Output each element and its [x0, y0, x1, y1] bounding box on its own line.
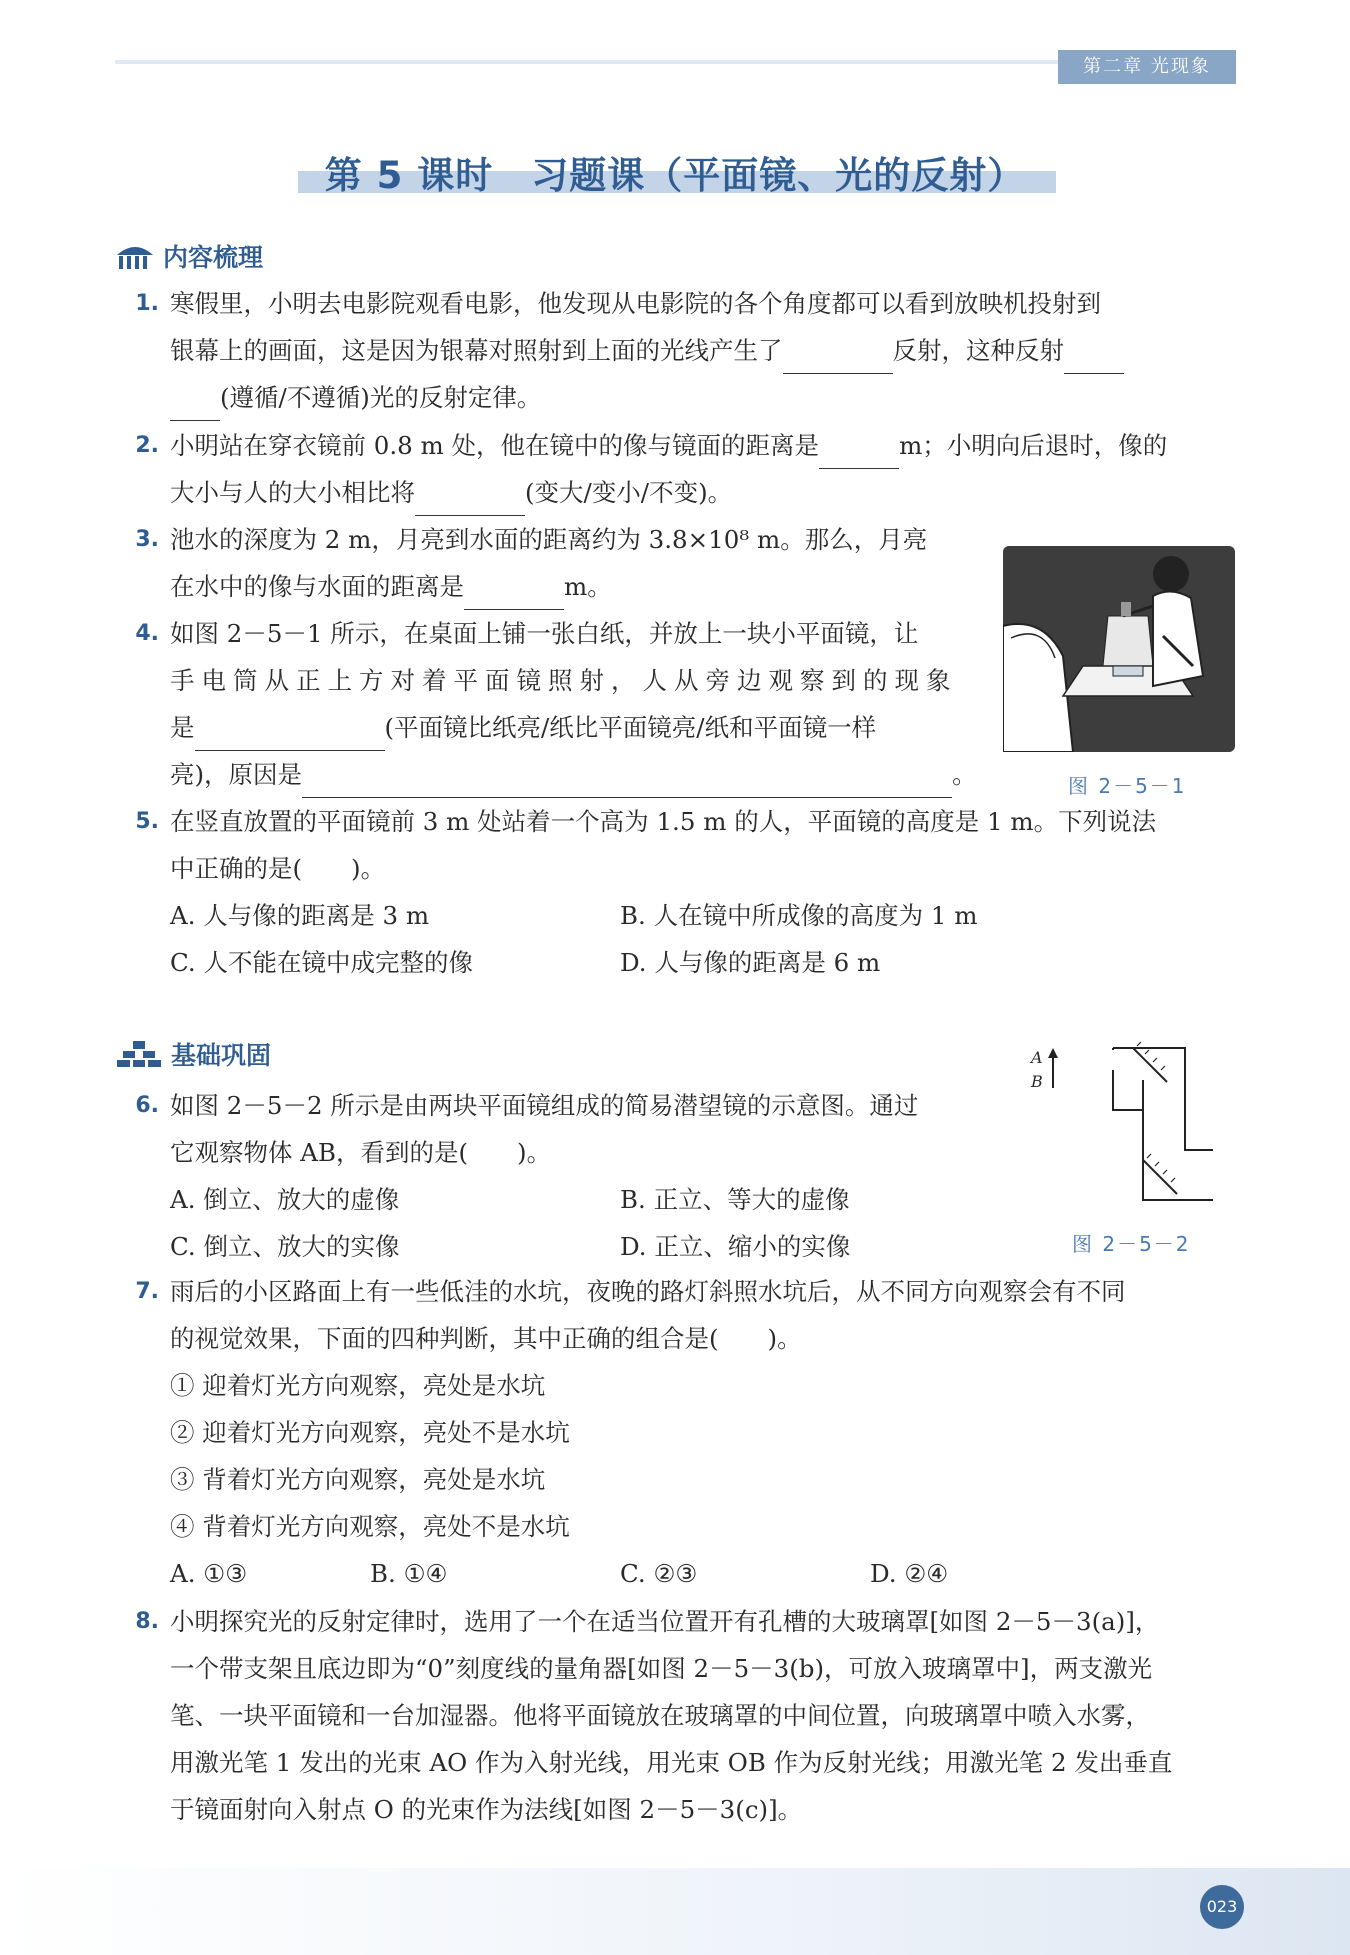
question-text: 小明站在穿衣镜前 0.8 m 处，他在镜中的像与镜面的距离是 [170, 431, 820, 460]
question-3 [135, 516, 995, 610]
figure-caption: 图 2－5－1 [1068, 774, 1187, 798]
question-line: 小明探究光的反射定律时，选用了一个在适当位置开有孔槽的大玻璃罩[如图 2－5－3(a)]， [170, 1607, 1160, 1636]
question-text: 亮)，原因是 [170, 760, 303, 789]
judgment-item: ④ 背着灯光方向观察，亮处不是水坑 [170, 1512, 570, 1541]
question-line [170, 751, 995, 798]
figure-caption: 图 2－5－2 [1072, 1232, 1191, 1256]
question-line: 的视觉效果，下面的四种判断，其中正确的组合是( )。 [170, 1324, 802, 1353]
question-line: 池水的深度为 2 m，月亮到水面的距离约为 3.8×10⁸ m。那么，月亮 [170, 525, 928, 554]
answer-blank[interactable] [302, 769, 952, 798]
question-text: 。 [952, 760, 977, 789]
option-row [170, 1550, 1235, 1597]
page-number: 023 [1200, 1885, 1244, 1929]
question-2 [135, 422, 1235, 516]
question-text: 银幕上的画面，这是因为银幕对照射到上面的光线产生了 [170, 336, 783, 365]
question-line: 于镜面射向入射点 O 的光束作为法线[如图 2－5－3(c)]。 [170, 1795, 803, 1824]
label-b: B [1031, 1072, 1043, 1091]
header-rule [115, 60, 1075, 64]
question-text: m；小明向后退时，像的 [899, 431, 1168, 460]
question-text: m。 [564, 572, 612, 601]
figure-periscope [1025, 1040, 1225, 1210]
option-c[interactable]: C. ②③ [620, 1559, 698, 1588]
answer-blank[interactable] [464, 581, 564, 610]
judgment-item: ② 迎着灯光方向观察，亮处不是水坑 [170, 1418, 570, 1447]
question-line: 笔、一块平面镜和一台加湿器。他将平面镜放在玻璃罩的中间位置，向玻璃罩中喷入水雾， [170, 1701, 1150, 1730]
question-number: 3. [135, 527, 159, 552]
question-line: 如图 2－5－1 所示，在桌面上铺一张白纸，并放上一块小平面镜，让 [170, 619, 919, 648]
question-number: 6. [135, 1093, 159, 1118]
label-a: A [1031, 1048, 1043, 1067]
option-a[interactable]: A. 人与像的距离是 3 m [170, 901, 430, 930]
question-line: 手电筒从正上方对着平面镜照射，人从旁边观察到的现象 [170, 666, 958, 695]
section-content-review [115, 238, 263, 274]
chapter-tab: 第二章 光现象 [1058, 50, 1236, 84]
question-line: 中正确的是( )。 [170, 854, 386, 883]
judgment-item: ③ 背着灯光方向观察，亮处是水坑 [170, 1465, 546, 1494]
answer-blank[interactable] [415, 487, 525, 516]
question-line [170, 422, 1235, 469]
question-line [170, 704, 995, 751]
question-text: 大小与人的大小相比将 [170, 478, 415, 507]
option-b[interactable]: B. ①④ [370, 1559, 448, 1588]
section-title: 基础巩固 [171, 1041, 272, 1070]
question-7 [135, 1268, 1235, 1597]
answer-blank[interactable] [819, 440, 899, 469]
option-b[interactable]: B. 人在镜中所成像的高度为 1 m [620, 901, 978, 930]
question-line: 在竖直放置的平面镜前 3 m 处站着一个高为 1.5 m 的人，平面镜的高度是 1 m。下列说法 [170, 807, 1157, 836]
question-line: 如图 2－5－2 所示是由两块平面镜组成的简易潜望镜的示意图。通过 [170, 1091, 919, 1120]
question-number: 4. [135, 621, 159, 646]
section-title: 内容梳理 [163, 243, 264, 272]
question-text: 反射，这种反射 [892, 336, 1064, 365]
footer-band [0, 1868, 1350, 1955]
page-title: 第 5 课时 习题课（平面镜、光的反射） [324, 154, 1026, 197]
question-1 [135, 280, 1235, 421]
periscope-object-labels [1031, 1046, 1043, 1094]
option-a[interactable]: A. 倒立、放大的虚像 [170, 1185, 400, 1214]
colonnade-icon [115, 241, 155, 271]
option-d[interactable]: D. 人与像的距离是 6 m [620, 948, 881, 977]
question-line [170, 374, 1235, 421]
question-line [170, 327, 1235, 374]
question-text: 在水中的像与水面的距离是 [170, 572, 464, 601]
question-number: 8. [135, 1609, 159, 1634]
question-4 [135, 610, 995, 798]
section-basic-consolidation [115, 1036, 271, 1072]
option-c[interactable]: C. 人不能在镜中成完整的像 [170, 948, 473, 977]
option-d[interactable]: D. ②④ [870, 1559, 949, 1588]
option-row [170, 939, 1235, 986]
question-text: (平面镜比纸亮/纸比平面镜亮/纸和平面镜一样 [384, 713, 877, 742]
question-line: 寒假里，小明去电影院观看电影，他发现从电影院的各个角度都可以看到放映机投射到 [170, 289, 1101, 318]
question-text: (遵循/不遵循)光的反射定律。 [220, 383, 542, 412]
option-a[interactable]: A. ①③ [170, 1559, 248, 1588]
question-number: 7. [135, 1279, 159, 1304]
question-number: 2. [135, 433, 159, 458]
question-8 [135, 1598, 1235, 1833]
option-c[interactable]: C. 倒立、放大的实像 [170, 1232, 400, 1261]
question-line: 它观察物体 AB，看到的是( )。 [170, 1138, 552, 1167]
question-line: 雨后的小区路面上有一些低洼的水坑，夜晚的路灯斜照水坑后，从不同方向观察会有不同 [170, 1277, 1126, 1306]
answer-blank[interactable] [1064, 345, 1124, 374]
question-line: 一个带支架且底边即为“0”刻度线的量角器[如图 2－5－3(b)，可放入玻璃罩中]，两支激光 [170, 1654, 1153, 1683]
answer-blank[interactable] [783, 345, 893, 374]
question-line [170, 563, 995, 610]
question-5 [135, 798, 1235, 986]
question-line [170, 469, 1235, 516]
question-number: 5. [135, 809, 159, 834]
option-d[interactable]: D. 正立、缩小的实像 [620, 1232, 851, 1261]
answer-blank[interactable] [170, 392, 220, 421]
figure-flashlight-mirror [1003, 546, 1235, 752]
option-row [170, 892, 1235, 939]
question-text: 是 [170, 713, 195, 742]
judgment-item: ① 迎着灯光方向观察，亮处是水坑 [170, 1371, 546, 1400]
answer-blank[interactable] [195, 722, 385, 751]
question-text: (变大/变小/不变)。 [525, 478, 733, 507]
blocks-icon [115, 1039, 163, 1069]
question-line: 用激光笔 1 发出的光束 AO 作为入射光线，用光束 OB 作为反射光线；用激光笔 2 发出垂直 [170, 1748, 1173, 1777]
option-b[interactable]: B. 正立、等大的虚像 [620, 1185, 850, 1214]
question-number: 1. [135, 291, 159, 316]
